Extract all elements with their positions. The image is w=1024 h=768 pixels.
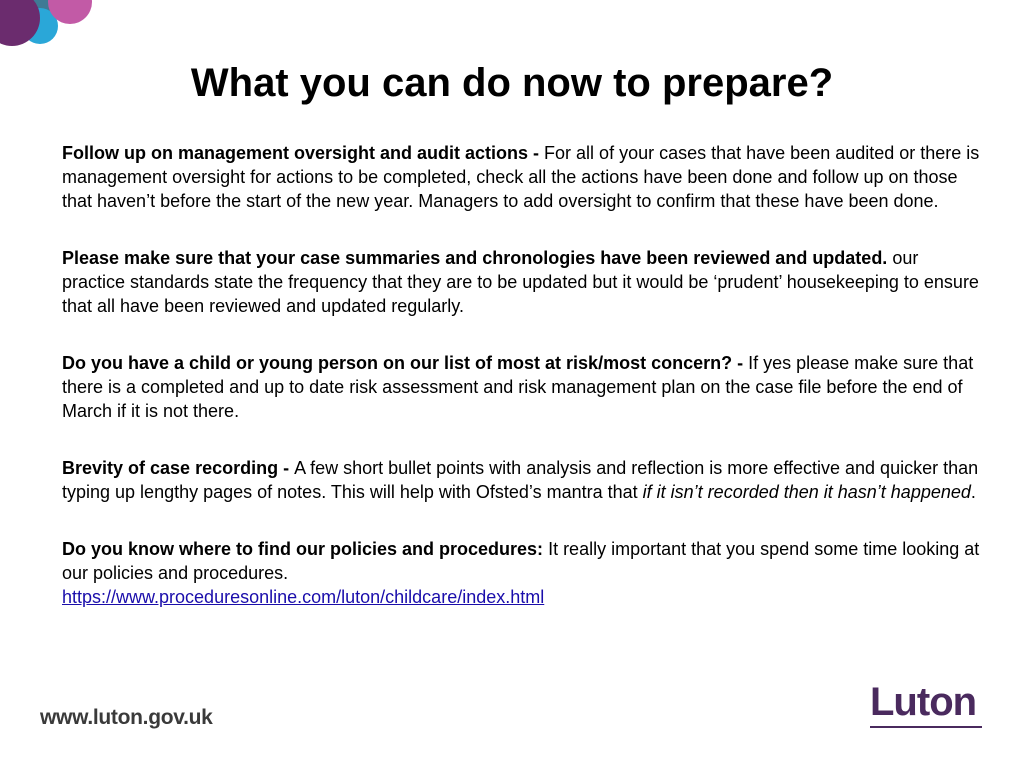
paragraph-heading: Please make sure that your case summaries and chronologies have been reviewed and updated. <box>62 248 888 268</box>
paragraph-summaries <box>62 246 982 318</box>
paragraph-text: For all of your cases that have been audited or there is management oversight for actions to be completed, check all the actions have been done and follow up on those that haven’t before the start of the new year. Managers to add oversight to confirm that these have been done. <box>62 143 980 211</box>
corner-decoration <box>0 0 110 60</box>
logo-underline <box>870 726 982 728</box>
footer-website: www.luton.gov.uk <box>40 706 213 729</box>
paragraph-heading: Do you know where to find our policies and procedures: <box>62 539 544 559</box>
luton-logo <box>870 682 988 728</box>
paragraph-text: It really important that you spend some time looking at our policies and procedures. <box>62 539 980 583</box>
paragraph-italic: if it isn’t recorded then it hasn’t happened <box>642 482 971 502</box>
paragraph-text: our practice standards state the frequency that they are to be updated but it would be ‘prudent’ housekeeping to ensure that all have been reviewed and updated regularly. <box>62 248 979 316</box>
paragraph-risk <box>62 351 982 423</box>
content-body <box>62 141 982 642</box>
paragraph-end: . <box>970 482 976 502</box>
paragraph-oversight <box>62 141 982 213</box>
paragraph-text: If yes please make sure that there is a completed and up to date risk assessment and risk management plan on the case file before the end of March if it is not there. <box>62 353 974 421</box>
paragraph-text: A few short bullet points with analysis and reflection is more effective and quicker than typing up lengthy pages of notes. This will help with Ofsted’s mantra that <box>62 458 979 502</box>
logo-text: Luton <box>870 680 977 724</box>
paragraph-brevity <box>62 456 982 504</box>
paragraph-heading: Follow up on management oversight and audit actions - <box>62 143 545 163</box>
paragraph-policies <box>62 537 982 609</box>
slide-title: What you can do now to prepare? <box>190 61 834 105</box>
paragraph-heading: Do you have a child or young person on our list of most at risk/most concern? - <box>62 353 749 373</box>
paragraph-heading: Brevity of case recording - <box>62 458 295 478</box>
procedures-link[interactable]: https://www.proceduresonline.com/luton/childcare/index.html <box>62 587 545 607</box>
